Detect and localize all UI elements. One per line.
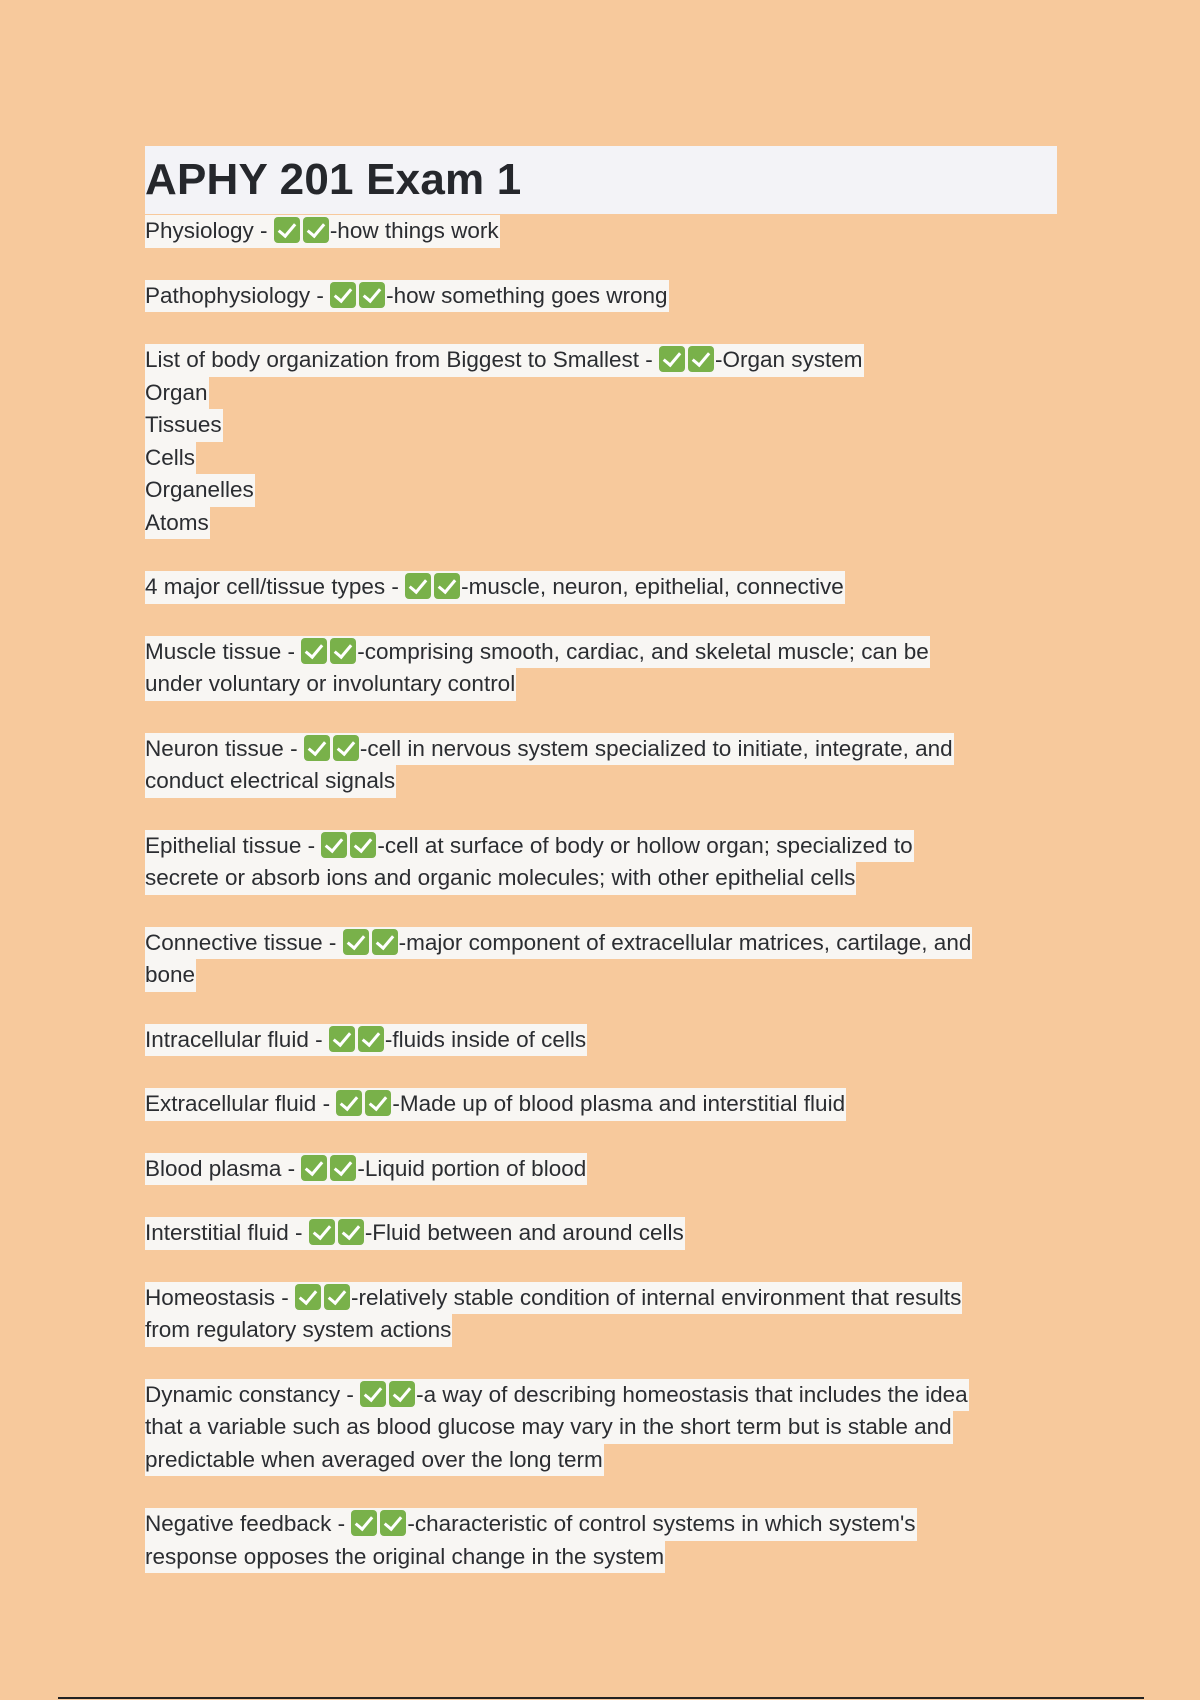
term-label: Extracellular fluid - [145, 1091, 337, 1116]
list-item [145, 830, 1057, 895]
term-label: Dynamic constancy - [145, 1381, 361, 1407]
definition-text: -Organ system [715, 347, 863, 372]
check-mark-icon [372, 929, 398, 955]
text-line [145, 1379, 969, 1412]
list-item [145, 636, 1057, 701]
list-item [145, 1024, 1057, 1057]
check-mark-icon [351, 1510, 377, 1536]
text-line [145, 409, 223, 442]
definition-text: -fluids inside of cells [384, 1026, 587, 1052]
text-line [145, 1508, 917, 1541]
entry-list [145, 215, 1057, 1573]
list-item [145, 280, 1057, 313]
text-line [145, 474, 255, 507]
list-item [145, 1153, 1057, 1186]
check-mark-icon [688, 346, 714, 372]
text-line [145, 959, 196, 992]
check-mark-icon [330, 282, 356, 308]
check-mark-icon [405, 573, 431, 599]
text-line [145, 927, 972, 960]
text-line [145, 571, 845, 604]
definition-text: -cell in nervous system specialized to initiate, integrate, and [359, 735, 953, 761]
continuation-text: Cells [145, 444, 196, 470]
title-highlight [145, 146, 1057, 214]
text-line [145, 733, 954, 766]
list-item [145, 733, 1057, 798]
check-mark-icon [301, 1155, 327, 1181]
page-title: APHY 201 Exam 1 [145, 155, 522, 204]
term-label: Intracellular fluid - [145, 1026, 329, 1052]
definition-text: -Fluid between and around cells [364, 1220, 684, 1245]
text-line [145, 1541, 665, 1574]
check-mark-icon [359, 282, 385, 308]
list-item [145, 1379, 1057, 1477]
definition-text: -muscle, neuron, epithelial, connective [461, 574, 844, 599]
check-mark-icon [434, 573, 460, 599]
definition-text: -Made up of blood plasma and interstitial fluid [392, 1091, 846, 1116]
text-line [145, 1088, 846, 1121]
list-item [145, 1282, 1057, 1347]
text-line [145, 442, 196, 475]
continuation-text: predictable when averaged over the long term [145, 1446, 603, 1472]
continuation-text: secrete or absorb ions and organic molecules; with other epithelial cells [145, 865, 856, 890]
definition-text: -Liquid portion of blood [357, 1155, 587, 1181]
text-line [145, 215, 500, 248]
check-mark-icon [329, 1026, 355, 1052]
definition-text: -characteristic of control systems in which system's [407, 1511, 916, 1536]
term-label: Interstitial fluid - [145, 1220, 309, 1245]
list-item [145, 1217, 1057, 1250]
term-label: Connective tissue - [145, 929, 343, 955]
text-line [145, 377, 209, 410]
text-line [145, 1153, 587, 1186]
check-mark-icon [380, 1510, 406, 1536]
bottom-rule [58, 1697, 1144, 1699]
check-mark-icon [358, 1026, 384, 1052]
term-label: Epithelial tissue - [145, 832, 322, 858]
text-line [145, 1444, 604, 1477]
term-label: Physiology - [145, 218, 274, 243]
check-mark-icon [336, 1090, 362, 1116]
check-mark-icon [330, 1155, 356, 1181]
continuation-text: Organ [145, 379, 208, 405]
continuation-text: conduct electrical signals [145, 768, 396, 793]
term-label: Blood plasma - [145, 1155, 302, 1181]
continuation-text: Tissues [145, 412, 222, 437]
continuation-text: from regulatory system actions [145, 1317, 452, 1342]
document-page [145, 146, 1057, 1605]
list-item [145, 344, 1057, 539]
list-item [145, 215, 1057, 248]
check-mark-icon [303, 217, 329, 243]
text-line [145, 507, 210, 540]
text-line [145, 668, 516, 701]
text-line [145, 1024, 587, 1057]
text-line [145, 1217, 685, 1250]
check-mark-icon [309, 1219, 335, 1245]
check-mark-icon [330, 638, 356, 664]
definition-text: -relatively stable condition of internal environment that results [351, 1284, 962, 1310]
check-mark-icon [343, 929, 369, 955]
continuation-text: Organelles [145, 477, 254, 502]
check-mark-icon [333, 735, 359, 761]
definition-text: -how something goes wrong [386, 282, 668, 308]
definition-text: -major component of extracellular matrices, cartilage, and [398, 929, 972, 955]
continuation-text: that a variable such as blood glucose may vary in the short term but is stable and [145, 1414, 952, 1439]
continuation-text: Atoms [145, 509, 209, 535]
text-line [145, 344, 864, 377]
check-mark-icon [360, 1381, 386, 1407]
term-label: Muscle tissue - [145, 638, 302, 664]
term-label: Negative feedback - [145, 1511, 352, 1536]
continuation-text: response opposes the original change in the system [145, 1543, 665, 1569]
term-label: 4 major cell/tissue types - [145, 574, 406, 599]
definition-text: -comprising smooth, cardiac, and skeletal muscle; can be [357, 638, 929, 664]
check-mark-icon [321, 832, 347, 858]
check-mark-icon [659, 346, 685, 372]
check-mark-icon [338, 1219, 364, 1245]
check-mark-icon [295, 1284, 321, 1310]
text-line [145, 1282, 962, 1315]
term-label: Pathophysiology - [145, 282, 331, 308]
definition-text: -cell at surface of body or hollow organ; specialized to [377, 832, 913, 858]
check-mark-icon [301, 638, 327, 664]
term-label: Homeostasis - [145, 1284, 296, 1310]
check-mark-icon [389, 1381, 415, 1407]
check-mark-icon [304, 735, 330, 761]
term-label: Neuron tissue - [145, 735, 304, 761]
check-mark-icon [350, 832, 376, 858]
list-item [145, 571, 1057, 604]
check-mark-icon [365, 1090, 391, 1116]
text-line [145, 862, 856, 895]
list-item [145, 927, 1057, 992]
definition-text: -a way of describing homeostasis that includes the idea [416, 1381, 968, 1407]
text-line [145, 1411, 953, 1444]
check-mark-icon [274, 217, 300, 243]
list-item [145, 1088, 1057, 1121]
text-line [145, 280, 669, 313]
list-item [145, 1508, 1057, 1573]
definition-text: -how things work [329, 218, 499, 243]
check-mark-icon [324, 1284, 350, 1310]
text-line [145, 636, 930, 669]
text-line [145, 1314, 452, 1347]
text-line [145, 765, 396, 798]
term-label: List of body organization from Biggest to Smallest - [145, 347, 659, 372]
continuation-text: under voluntary or involuntary control [145, 671, 516, 696]
text-line [145, 830, 914, 863]
continuation-text: bone [145, 962, 196, 987]
